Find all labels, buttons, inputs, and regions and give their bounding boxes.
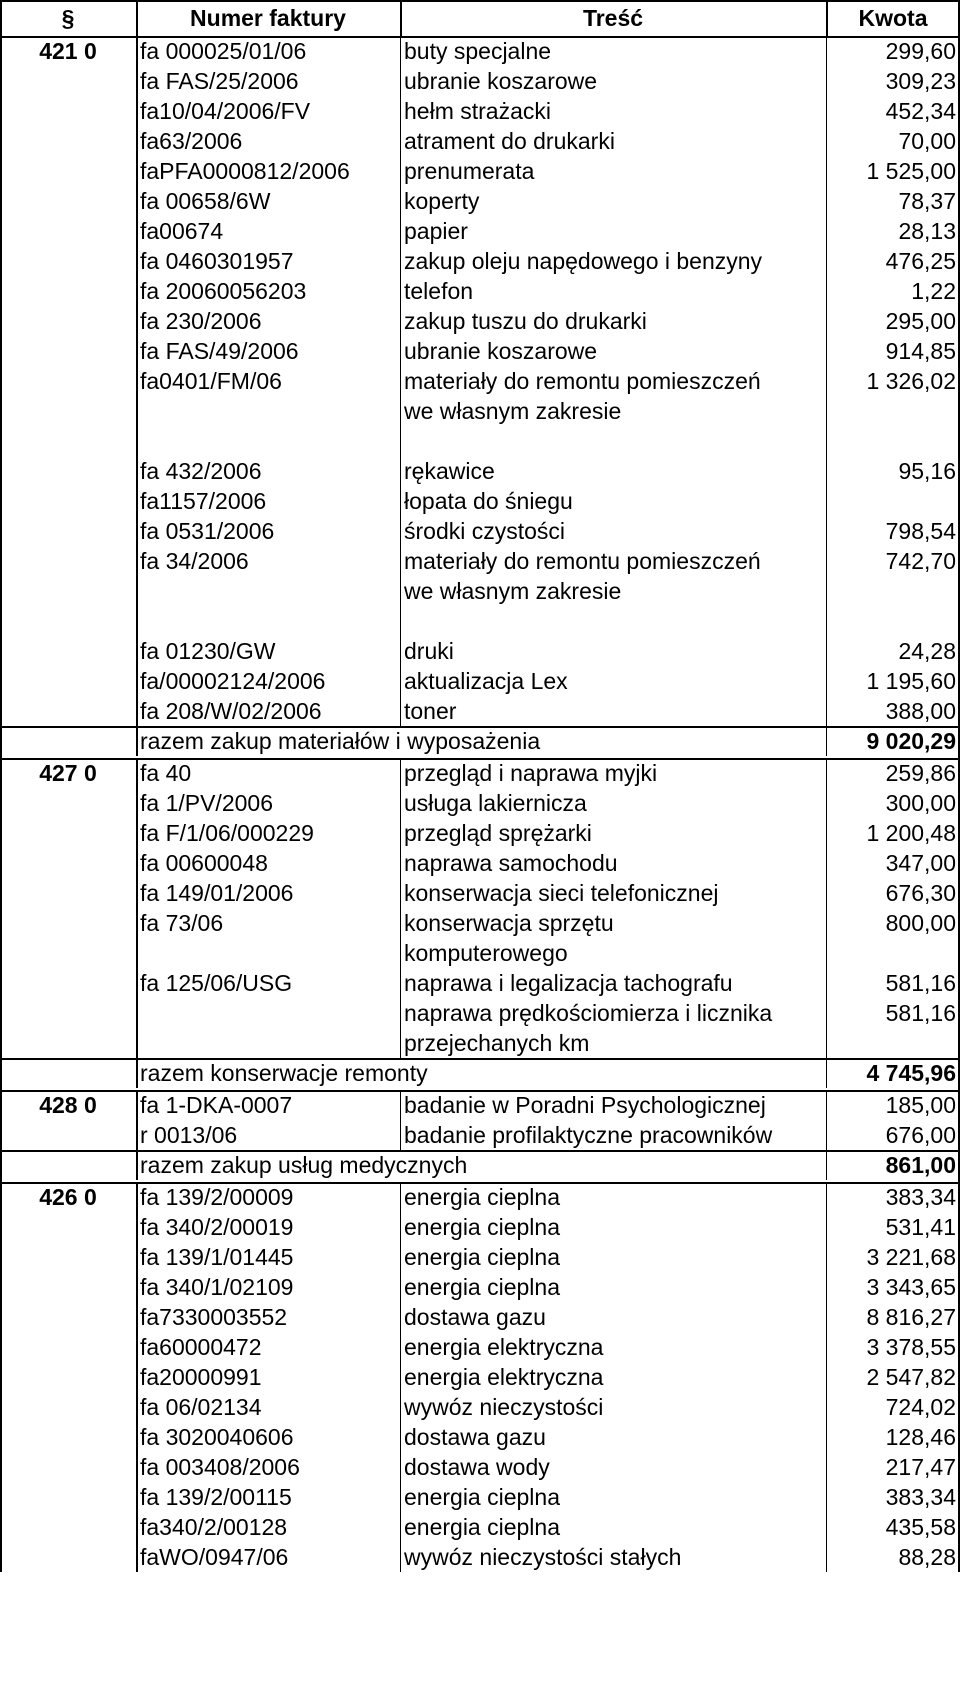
column-divider <box>400 1182 401 1572</box>
amount: 1 525,00 <box>866 158 956 184</box>
amount: 217,47 <box>885 1454 956 1480</box>
description-line: łopata do śniegu <box>404 488 573 514</box>
description-line: konserwacja sieci telefonicznej <box>404 880 719 906</box>
amount: 299,60 <box>885 38 956 64</box>
description-line: energia cieplna <box>404 1514 561 1540</box>
column-divider <box>400 36 401 726</box>
table-row <box>0 998 960 1058</box>
column-divider <box>0 0 2 1572</box>
amount: 798,54 <box>885 518 956 544</box>
description-line: badanie profilaktyczne pracowników <box>404 1122 773 1148</box>
table-row <box>0 36 960 66</box>
invoice-number: fa 139/2/00115 <box>140 1484 292 1510</box>
invoice-number: fa20000991 <box>140 1364 262 1390</box>
table-row <box>0 788 960 818</box>
table-row <box>0 366 960 456</box>
amount: 742,70 <box>885 548 956 574</box>
description-line: konserwacja sprzętu <box>404 910 614 936</box>
description-line: naprawa i legalizacja tachografu <box>404 970 733 996</box>
invoice-number: fa 06/02134 <box>140 1394 262 1420</box>
section-total-label: razem zakup usług medycznych <box>140 1152 468 1178</box>
header-amount: Kwota <box>858 5 928 31</box>
invoice-number: fa 000025/01/06 <box>140 38 307 64</box>
amount: 295,00 <box>885 308 956 334</box>
table-row <box>0 1512 960 1542</box>
table-row <box>0 1272 960 1302</box>
header-description: Treść <box>582 5 644 31</box>
invoice-number: fa 003408/2006 <box>140 1454 300 1480</box>
amount: 259,86 <box>885 760 956 786</box>
description-line: wywóz nieczystości stałych <box>404 1544 682 1570</box>
amount: 185,00 <box>885 1092 956 1118</box>
table-row <box>0 636 960 666</box>
invoice-number: fa7330003552 <box>140 1304 288 1330</box>
description-line: dostawa gazu <box>404 1304 546 1330</box>
invoice-number: fa 230/2006 <box>140 308 262 334</box>
table-row <box>0 968 960 998</box>
table-row <box>0 486 960 516</box>
description-line: ubranie koszarowe <box>404 68 598 94</box>
section-code: 421 0 <box>39 38 97 64</box>
description-line: energia cieplna <box>404 1484 561 1510</box>
row-divider <box>0 1150 960 1152</box>
table-row <box>0 908 960 968</box>
description-line: ubranie koszarowe <box>404 338 598 364</box>
section-total-row <box>0 1150 960 1180</box>
amount: 1 195,60 <box>866 668 956 694</box>
invoice-number: fa F/1/06/000229 <box>140 820 314 846</box>
description-line: energia cieplna <box>404 1184 561 1210</box>
amount: 8 816,27 <box>866 1304 956 1330</box>
invoice-number: fa0401/FM/06 <box>140 368 282 394</box>
header-invoice-number: Numer faktury <box>190 5 346 31</box>
amount: 1 326,02 <box>866 368 956 394</box>
invoice-number: fa 40 <box>140 760 192 786</box>
column-divider <box>136 1150 138 1180</box>
description-line: dostawa gazu <box>404 1424 546 1450</box>
section-total-label: razem konserwacje remonty <box>140 1060 428 1086</box>
amount: 128,46 <box>885 1424 956 1450</box>
description-line: we własnym zakresie <box>404 398 622 424</box>
table-row <box>0 186 960 216</box>
column-divider <box>826 1182 827 1572</box>
invoice-number: fa63/2006 <box>140 128 243 154</box>
description-line: druki <box>404 638 454 664</box>
column-divider <box>826 1058 827 1088</box>
invoice-number: fa 340/2/00019 <box>140 1214 294 1240</box>
column-divider <box>400 1090 401 1150</box>
table-row <box>0 546 960 636</box>
invoice-number: fa 73/06 <box>140 910 224 936</box>
column-divider <box>826 0 828 36</box>
invoice-number: faWO/0947/06 <box>140 1544 289 1570</box>
section-total-amount: 861,00 <box>885 1152 956 1178</box>
invoice-number: fa 1-DKA-0007 <box>140 1092 293 1118</box>
invoice-number: fa 0460301957 <box>140 248 294 274</box>
column-divider <box>136 1090 138 1150</box>
amount: 95,16 <box>898 458 956 484</box>
description-line: dostawa wody <box>404 1454 550 1480</box>
section-total-row <box>0 726 960 756</box>
amount: 452,34 <box>885 98 956 124</box>
amount: 581,16 <box>885 1000 956 1026</box>
amount: 914,85 <box>885 338 956 364</box>
row-divider <box>0 0 960 2</box>
table-row <box>0 1542 960 1572</box>
description-line: buty specjalne <box>404 38 552 64</box>
row-divider <box>0 36 960 38</box>
column-divider <box>826 1150 827 1180</box>
column-divider <box>826 758 827 1058</box>
invoice-number: fa 432/2006 <box>140 458 262 484</box>
invoice-number: fa 208/W/02/2006 <box>140 698 322 724</box>
amount: 581,16 <box>885 970 956 996</box>
invoice-number: fa60000472 <box>140 1334 262 1360</box>
column-divider <box>826 36 827 726</box>
section-total-label: razem zakup materiałów i wyposażenia <box>140 728 541 754</box>
description-line: telefon <box>404 278 474 304</box>
description-line: usługa lakiernicza <box>404 790 587 816</box>
column-divider <box>826 726 827 756</box>
amount: 3 378,55 <box>866 1334 956 1360</box>
description-line: koperty <box>404 188 480 214</box>
amount: 435,58 <box>885 1514 956 1540</box>
row-divider <box>0 1058 960 1060</box>
column-divider <box>400 758 401 1058</box>
table-row <box>0 126 960 156</box>
invoice-number: fa 139/2/00009 <box>140 1184 294 1210</box>
row-divider <box>0 1090 960 1092</box>
invoice-number: fa 01230/GW <box>140 638 276 664</box>
description-line: rękawice <box>404 458 495 484</box>
table-row <box>0 1422 960 1452</box>
amount: 2 547,82 <box>866 1364 956 1390</box>
description-line: materiały do remontu pomieszczeń <box>404 548 761 574</box>
description-line: toner <box>404 698 457 724</box>
description-line: wywóz nieczystości <box>404 1394 604 1420</box>
section-code: 426 0 <box>39 1184 97 1210</box>
amount: 3 221,68 <box>866 1244 956 1270</box>
description-line: we własnym zakresie <box>404 578 622 604</box>
description-line: naprawa prędkościomierza i licznika <box>404 1000 773 1026</box>
table-row <box>0 1392 960 1422</box>
section-total-amount: 9 020,29 <box>866 728 956 754</box>
description-line: przegląd sprężarki <box>404 820 592 846</box>
description-line: energia cieplna <box>404 1274 561 1300</box>
invoice-number: fa00674 <box>140 218 224 244</box>
invoice-number: fa10/04/2006/FV <box>140 98 311 124</box>
table-row <box>0 1120 960 1150</box>
header-section: § <box>61 5 75 31</box>
table-row <box>0 216 960 246</box>
invoice-number: fa 00658/6W <box>140 188 271 214</box>
table-row <box>0 246 960 276</box>
amount: 78,37 <box>898 188 956 214</box>
invoice-number: fa340/2/00128 <box>140 1514 288 1540</box>
amount: 88,28 <box>898 1544 956 1570</box>
invoice-number: fa 34/2006 <box>140 548 249 574</box>
amount: 1,22 <box>911 278 956 304</box>
section-code: 427 0 <box>39 760 97 786</box>
row-divider <box>0 1182 960 1184</box>
invoice-number: fa FAS/25/2006 <box>140 68 299 94</box>
table-row <box>0 66 960 96</box>
table-row <box>0 666 960 696</box>
description-line: energia elektryczna <box>404 1364 604 1390</box>
invoice-number: fa FAS/49/2006 <box>140 338 299 364</box>
invoice-number: fa 125/06/USG <box>140 970 293 996</box>
description-line: zakup oleju napędowego i benzyny <box>404 248 763 274</box>
description-line: energia cieplna <box>404 1214 561 1240</box>
table-row <box>0 516 960 546</box>
column-divider <box>826 1090 827 1150</box>
row-divider <box>0 726 960 728</box>
table-row <box>0 456 960 486</box>
column-divider <box>136 726 138 756</box>
table-row <box>0 696 960 726</box>
description-line: atrament do drukarki <box>404 128 615 154</box>
invoice-number: fa1157/2006 <box>140 488 267 514</box>
invoice-number: fa 139/1/01445 <box>140 1244 294 1270</box>
amount: 1 200,48 <box>866 820 956 846</box>
amount: 300,00 <box>885 790 956 816</box>
amount: 383,34 <box>885 1184 956 1210</box>
amount: 724,02 <box>885 1394 956 1420</box>
column-divider <box>400 0 402 36</box>
table-row <box>0 1090 960 1120</box>
amount: 70,00 <box>898 128 956 154</box>
column-divider <box>136 0 138 36</box>
invoice-number: r 0013/06 <box>140 1122 238 1148</box>
table-row <box>0 758 960 788</box>
invoice-number: fa 340/1/02109 <box>140 1274 294 1300</box>
invoice-number: fa 0531/2006 <box>140 518 275 544</box>
table-row <box>0 1302 960 1332</box>
table-row <box>0 1362 960 1392</box>
invoice-number: fa 3020040606 <box>140 1424 294 1450</box>
amount: 28,13 <box>898 218 956 244</box>
table-row <box>0 818 960 848</box>
amount: 388,00 <box>885 698 956 724</box>
amount: 24,28 <box>898 638 956 664</box>
description-line: hełm strażacki <box>404 98 551 124</box>
section-total-row <box>0 1058 960 1088</box>
table-row <box>0 878 960 908</box>
invoice-number: fa 1/PV/2006 <box>140 790 273 816</box>
table-row <box>0 1452 960 1482</box>
amount: 347,00 <box>885 850 956 876</box>
invoice-number: fa 20060056203 <box>140 278 307 304</box>
invoice-number: fa 149/01/2006 <box>140 880 294 906</box>
description-line: prenumerata <box>404 158 535 184</box>
table-row <box>0 336 960 366</box>
table-row <box>0 1332 960 1362</box>
description-line: komputerowego <box>404 940 568 966</box>
description-line: przegląd i naprawa myjki <box>404 760 658 786</box>
table-row <box>0 156 960 186</box>
table-header <box>0 0 960 36</box>
table-row <box>0 848 960 878</box>
table-row <box>0 1212 960 1242</box>
amount: 676,30 <box>885 880 956 906</box>
amount: 309,23 <box>885 68 956 94</box>
description-line: zakup tuszu do drukarki <box>404 308 647 334</box>
column-divider <box>136 1058 138 1088</box>
description-line: środki czystości <box>404 518 566 544</box>
section-total-amount: 4 745,96 <box>866 1060 956 1086</box>
column-divider <box>136 1182 138 1572</box>
description-line: papier <box>404 218 468 244</box>
invoice-number: fa/00002124/2006 <box>140 668 326 694</box>
table-row <box>0 96 960 126</box>
description-line: naprawa samochodu <box>404 850 618 876</box>
row-divider <box>0 758 960 760</box>
invoice-number: fa 00600048 <box>140 850 268 876</box>
section-code: 428 0 <box>39 1092 97 1118</box>
column-divider <box>136 758 138 1058</box>
description-line: energia elektryczna <box>404 1334 604 1360</box>
amount: 800,00 <box>885 910 956 936</box>
invoice-number: faPFA0000812/2006 <box>140 158 350 184</box>
table-row <box>0 1242 960 1272</box>
description-line: energia cieplna <box>404 1244 561 1270</box>
amount: 531,41 <box>885 1214 956 1240</box>
description-line: materiały do remontu pomieszczeń <box>404 368 761 394</box>
column-divider <box>136 36 138 726</box>
description-line: aktualizacja Lex <box>404 668 568 694</box>
amount: 3 343,65 <box>866 1274 956 1300</box>
amount: 676,00 <box>885 1122 956 1148</box>
description-line: badanie w Poradni Psychologicznej <box>404 1092 766 1118</box>
description-line: przejechanych km <box>404 1030 590 1056</box>
table-row <box>0 276 960 306</box>
amount: 383,34 <box>885 1484 956 1510</box>
table-row <box>0 1482 960 1512</box>
table-row <box>0 306 960 336</box>
amount: 476,25 <box>885 248 956 274</box>
table-row <box>0 1182 960 1212</box>
